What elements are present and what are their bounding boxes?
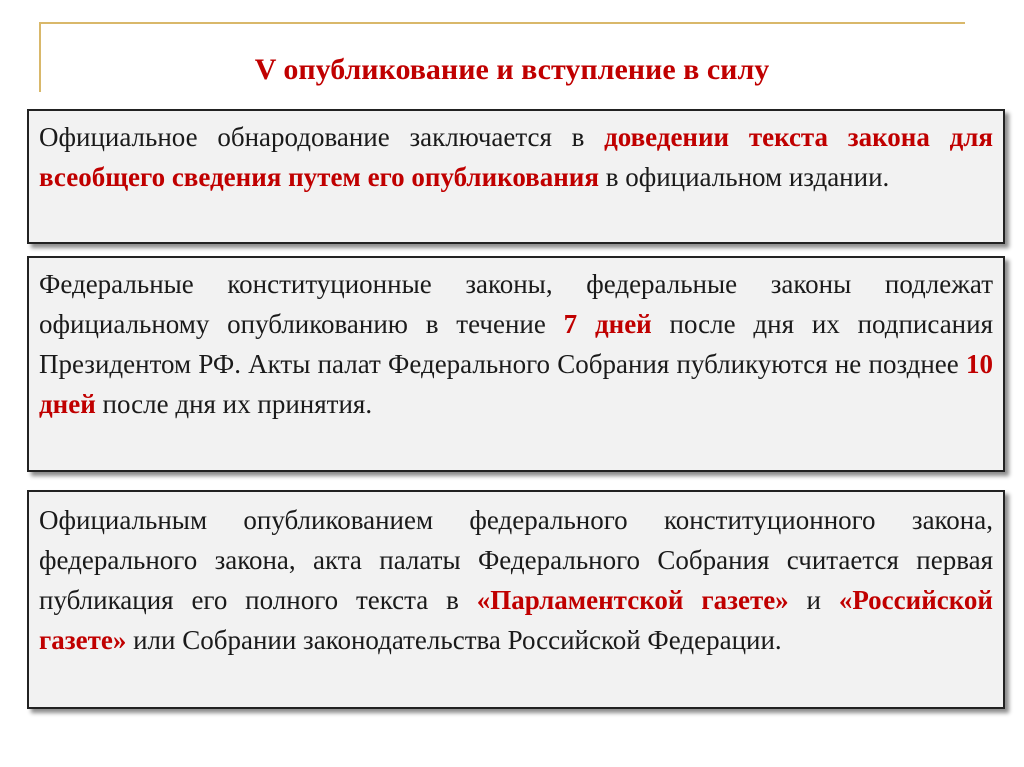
deadline-text-3: после дня их принятия. — [95, 389, 373, 419]
accent-line-top — [39, 22, 965, 24]
definition-box — [27, 109, 1005, 244]
russian-gazette: «Российской газете» — [39, 585, 993, 655]
slide-title: V опубликование и вступление в силу — [254, 53, 770, 86]
publication-text-1: Официальным опубликованием федерального конституционного закона, федерального закона, акта палаты Федерального Собрания считается первая публикация его полного текста в — [39, 505, 993, 615]
deadline-text-2: после дня их подписания Президентом РФ. Акты палат Федерального Собрания публикуются не позднее — [39, 309, 993, 379]
publication-deadline-box — [27, 256, 1005, 472]
official-publication-box — [27, 490, 1005, 709]
parliamentary-gazette: «Парламентской газете» — [476, 585, 789, 615]
definition-highlight: доведении текста закона для всеобщего сведения путем его опубликования — [39, 122, 993, 192]
publication-text-2: и — [788, 585, 839, 615]
deadline-7-days: 7 дней — [563, 309, 652, 339]
deadline-10-days: 10 дней — [39, 349, 993, 419]
deadline-text-1: Федеральные конституционные законы, федеральные законы подлежат официальному опубликованию в течение — [39, 269, 993, 339]
definition-text-end: в официальном издании. — [598, 162, 890, 192]
definition-text: Официальное обнародование заключается в — [39, 122, 605, 152]
publication-text-3: или Собрании законодательства Российской Федерации. — [126, 625, 782, 655]
